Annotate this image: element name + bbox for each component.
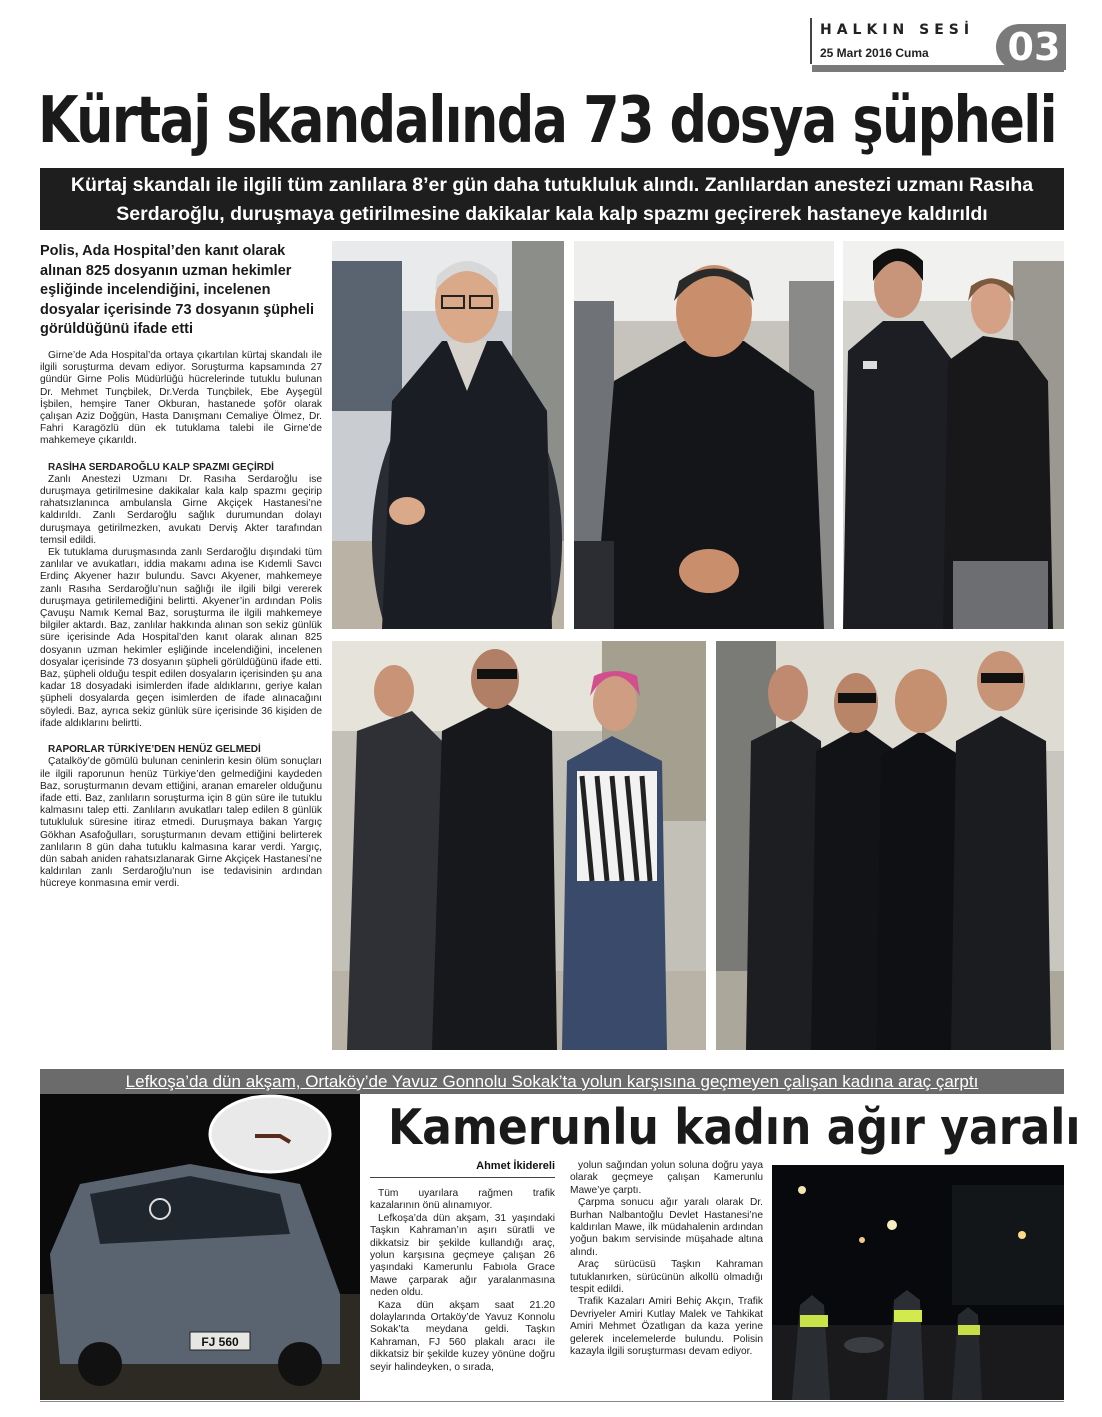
- photo-group-2: [716, 641, 1064, 1050]
- article-paragraph: Çatalköy’de gömülü bulunan ceninlerin kesin ölüm sonuçları ile ilgili raporunun henüz Türkiye’den gelmediğini kaydeden Baz, soruşturmanın devam ettiğini, aranan emareler olduğunu ifade etti. Baz, zanlıların soruşturma için 8 gün süre ile tutuklu kalmasını talep etti. Zanlıların avukatları talep edilen 8 günlük tutukluluk süresine itiraz etmedi. Duruşmaya bakan Yargıç Gökhan Asafoğulları, soruşturmanın devam ettiğini belirterek zanlıların 8 gün daha tutuklu kalmasına karar verdi. Yargıç, dün sabah aniden rahatsızlanarak Girne Akçiçek Hastanesi’ne kaldırılan zanlı Serdaroğlu’nun ise tedavisinin ardından hücreye konmasına emir verdi.: [40, 756, 322, 890]
- photo-suspect-1: [332, 241, 564, 629]
- article-paragraph: Araç sürücüsü Taşkın Kahraman tutuklanırken, sürücünün alkollü olmadığı tespit edildi.: [570, 1259, 763, 1296]
- paper-name: HALKIN SESİ: [820, 22, 975, 38]
- story2-headline: Kamerunlu kadın ağır yaralı: [388, 1099, 1081, 1156]
- photo-suspect-2: [574, 241, 834, 629]
- story2-column-1: [370, 1188, 555, 1374]
- article-paragraph: Girne’de Ada Hospital’da ortaya çıkartılan kürtaj skandalı ile ilgili soruşturma devam ediyor. Soruşturma kapsamında 27 gündür Girne Polis Müdürlüğü hücrelerinde tutuklu bulunan Dr. Mehmet Tunçbilek, Dr.Verda Tunçbilek, Ebe Ayşegül İşbilen, hemşire Taner Okburan, hastanede şoför olarak çalışan Aziz Doğgün, Hasta Danışmanı Cemaliye Ölmez, Dr. Fahri Karagözlü dün ek tutuklama talebi ile Girne’de mahkemeye çıkarıldı.: [40, 350, 322, 447]
- article-paragraph: Tüm uyarılara rağmen trafik kazalarının önü alınamıyor.: [370, 1188, 555, 1212]
- subheading: RAPORLAR TÜRKİYE’DEN HENÜZ GELMEDİ: [48, 744, 261, 756]
- masthead-divider: [810, 18, 812, 64]
- bottom-rule: [40, 1401, 1064, 1402]
- article-body: [40, 350, 322, 891]
- article-paragraph: Ek tutuklama duruşmasında zanlı Serdaroğlu dışındaki tüm zanlılar ve avukatları, iddia makamı adına ise Kıdemli Savcı Erdinç Akyener hazır bulundu. Savcı Akyener, mahkemeye zanlı Rasıha Serdaroğlu’nun sağlığı ile ilgili bilgi vererek duruşmaya getirilemediğini belirtti. Akyener’in ardından Polis Çavuşu Namık Kemal Baz, soruşturma ile ilgili mahkemeye bilgiler aktardı. Baz, zanlılar hakkında alınan son sekiz günlük süre içerisinde Ada Hospital’den kanıt olarak alınan 825 dosyanın uzman hekimler eşliğinde incelendiğini, incelenen dosyalar içerisinde 73 dosyanın şüpheli görüldüğünü ifade etti. Baz, şüpheli olduğu tespit edilen dosyaların içerisinden şu ana kadar 18 dosyadaki isimlerden ifade aldıklarını, geriye kalan şüpheli dosyalarda geçen isimlerden de ifade alınacağını söyledi. Baz, ayrıca sekiz günlük süre içerisinde 36 kişiden de ifade aldıklarını belirtti.: [40, 547, 322, 729]
- article-paragraph: yolun sağından yolun soluna doğru yaya olarak geçmeye çalışan Kamerunlu Mawe’ye çarptı.: [570, 1160, 763, 1196]
- article-paragraph: Çarpma sonucu ağır yaralı olarak Dr. Burhan Nalbantoğlu Devlet Hastanesi’ne kaldırılan Mawe, ilk müdahalenin ardından yoğun bakım servisinde müşahade altına alındı.: [570, 1197, 763, 1258]
- byline-rule: [370, 1177, 555, 1178]
- spot-line-2: Serdaroğlu, duruşmaya getirilmesine dakikalar kala kalp spazmı geçirerek hastaneye kaldırıldı: [116, 203, 988, 225]
- article-paragraph: Trafik Kazaları Amiri Behiç Akçın, Trafik Devriyeler Amiri Kutlay Malek ve Tahkikat Amiri Mehmet Özatlıgan da kaza yerine gelerek incelemelerde bulundu. Polisin kazayla ilgili soruşturması devam ediyor.: [570, 1296, 763, 1358]
- lead-paragraph: Polis, Ada Hospital’den kanıt olarak alınan 825 dosyanın uzman hekimler eşliğinde incelendiğini, incelenen dosyalar içerisinde 73 dosyanın şüpheli görüldüğünü ifade etti: [40, 243, 314, 337]
- spot-bar: [40, 168, 1064, 230]
- subheading: RASİHA SERDAROĞLU KALP SPAZMI GEÇİRDİ: [48, 461, 274, 473]
- article-paragraph: Lefkoşa’da dün akşam, 31 yaşındaki Taşkın Kahraman’ın aşırı süratli ve dikkatsiz bir şekilde kullandığı araç, yolun karşısına geçmeye çalışan 26 yaşındaki Kamerunlu Fabıola Grace Mawe çarparak ağır yaralanmasına neden oldu.: [370, 1212, 555, 1299]
- spot-line-1: Kürtaj skandalı ile ilgili tüm zanlılara 8’er gün daha tutukluluk alındı. Zanlılardan anestezi uzmanı Rasıha: [70, 174, 1034, 196]
- article-paragraph: Zanlı Anestezi Uzmanı Dr. Rasıha Serdaroğlu ise duruşmaya getirilmesine dakikalar kala kalp spazmı geçirip rahatsızlanınca ambulansla Girne Akçiçek Hastanesi’ne kaldırıldı. Zanlı Serdaroğlu sağlık durumundan dolayı duruşmaya getirilmezken, avukatı Derviş Akter tarafından temsil edildi.: [40, 473, 322, 546]
- car-plate: FJ 560: [201, 1335, 239, 1349]
- photo-accident-scene: [772, 1165, 1064, 1400]
- main-headline: Kürtaj skandalında 73 dosya şüpheli: [38, 84, 1056, 158]
- story2-column-2: [570, 1160, 763, 1359]
- article-paragraph: Kaza dün akşam saat 21.20 dolaylarında Ortaköy’de Yavuz Konnolu Sokak’ta meydana geldi. Taşkın Kahraman, FJ 560 plakalı aracı ile dikkatsiz bir şekilde kuzey yönüne doğru seyir halindeyken, o sırada,: [370, 1299, 555, 1373]
- byline: Ahmet İkidereli: [476, 1160, 555, 1172]
- page-number: 03: [1007, 25, 1061, 69]
- issue-date: 25 Mart 2016 Cuma: [820, 46, 929, 60]
- photo-crash-car: [40, 1094, 360, 1400]
- photo-group-1: [332, 641, 706, 1050]
- story2-kicker: Lefkoşa’da dün akşam, Ortaköy’de Yavuz Gonnolu Sokak’ta yolun karşısına geçmeyen çalışan kadına araç çarptı: [40, 1069, 1064, 1094]
- photo-suspect-3: [843, 241, 1064, 629]
